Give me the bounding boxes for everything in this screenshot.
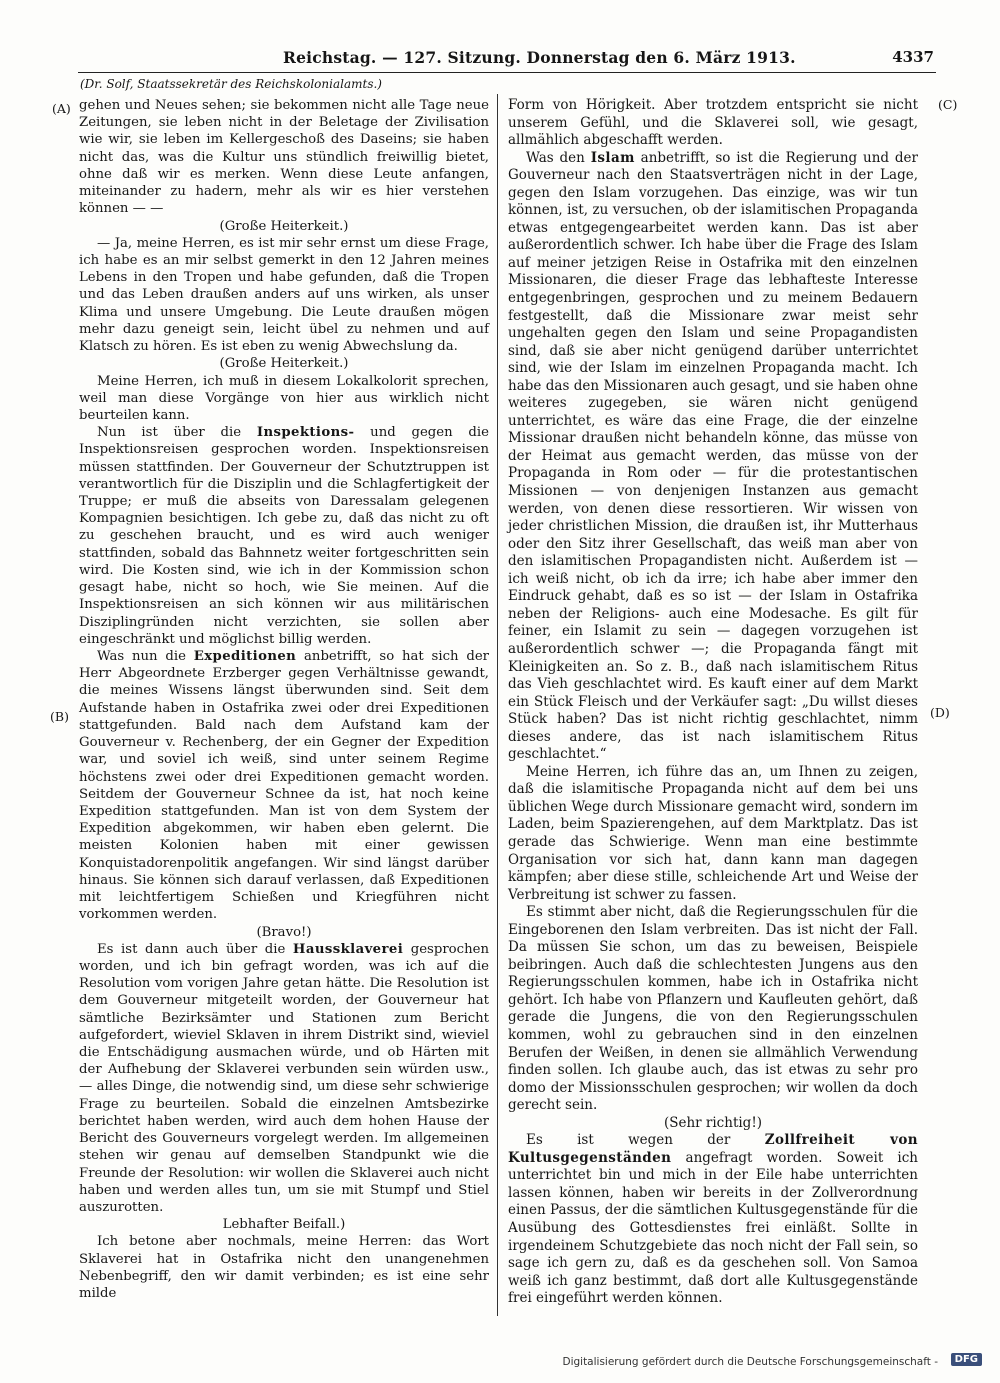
funding-footer: Digitalisierung gefördert durch die Deutsche Forschungsgemeinschaft - (562, 1356, 938, 1368)
reaction: (Bravo!) (256, 924, 312, 940)
text-run: angefragt worden. Soweit ich unterrichtet bin und mich in der Eile habe unterrichten lassen können, haben wir bereits in der Zollverordnung einen Passus, der die sämtlichen Kultusgegenstände für die Ausübung des Gottesdienstes frei einläßt. Sollte in irgendeinem Schutzgebiete das noch nicht der Fall sein, so sage ich gern zu, daß es da geschehen soll. Von Samoa weiß ich ganz bestimmt, daß dort alle Kultusgegenstände frei eingeführt werden können. (508, 1149, 918, 1307)
keyword-islam: Islam (590, 149, 635, 166)
reaction: (Große Heiterkeit.) (219, 356, 349, 372)
text-run: Es ist dann auch über die (97, 941, 293, 957)
paragraph: Form von Hörigkeit. Aber trotzdem entspricht sie nicht unserem Gefühl, und die Sklaverei soll, wie gesagt, allmählich abgeschafft werden. (508, 97, 918, 149)
margin-marker-a: (A) (52, 101, 71, 116)
text-run: Es ist wegen der (526, 1132, 765, 1149)
text-run: anbetrifft, so hat sich der Herr Abgeordnete Erzberger gegen Verhältnisse gewandt, die meines Wissens längst überwunden sind. Seit dem Aufstande haben in Ostafrika zwei oder drei Expeditionen stattgefunden. Bald nach dem Aufstand kam der Gouverneur v. Rechenberg, der ein Gegner der Expedition war, und soviel ich weiß, sind unter seinem Regime höchstens zwei oder drei Expeditionen gemacht worden. Seitdem der Gouverneur Schnee da ist, hat noch keine Expedition stattgefunden. Man ist von dem System der Expedition abgekommen, wir haben eben gelernt. Die meisten Kolonien haben mit einer gewissen Konquistadorenpolitik angefangen. Wir sind längst darüber hinaus. Sie können sich darauf verlassen, daß Expeditionen mit leichtfertigem Schießen und Kriegführen nicht vorkommen werden. (79, 649, 489, 923)
keyword-expeditionen: Expeditionen (193, 649, 297, 664)
running-title: Reichstag. — 127. Sitzung. Donnerstag den 6. März 1913. (283, 48, 796, 67)
text-run: anbetrifft, so ist die Regierung und der Gouverneur nach den Staatsverträgen nicht in der Lage, gegen den Islam vorzugehen. Das einzige, was wir tun können, ist, zu versuchen, ob der islamitischen Propaganda etwas entgegengearbeitet werden kann. Das ist aber außerordentlich schwer. Ich habe über die Frage des Islam auf meiner jetzigen Reise in Ostafrika mit den einzelnen Missionaren, die dieser Frage das lebhafteste Interesse entgegenbringen, gesprochen und zu meinem Bedauern festgestellt, daß die Missionare zwar meist sehr ungehalten gegen den Islam und seine Propagandisten sind, daß sie aber nicht genügend darüber unterrichtet sind, wie der Islam im einzelnen Propaganda macht. Ich habe das den Missionaren auch gesagt, und sie haben ohne weiteres zugegeben, sie wären nicht genügend unterrichtet, es wäre das eine Frage, die der einzelne Missionar draußen nicht behandeln könne, das müsse von der Heimat aus gemacht werden, das müsse von der Propaganda in Rom oder — für die protestantischen Missionen — von denjenigen Instanzen aus gemacht werden, von denen diese ressortieren. Wir wissen von jeder christlichen Mission, die draußen ist, ihr Mutterhaus oder den Sitz ihrer Gesellschaft, das weiß man aber von den islamitischen Propagandisten nicht. Außerdem ist — ich weiß nicht, ob ich da irre; ich habe aber immer den Eindruck gehabt, daß es so ist — der Islam in Ostafrika neben der Religions- auch eine Modesache. Es gilt für feiner, ein Islamit zu sein — dagegen vorzugehen ist außerordentlich schwer —; die Propaganda fängt mit Kleinigkeiten an. So z. B., daß nach islamitischem Ritus das Vieh geschlachtet wird. Es kauft einer auf dem Markt ein Stück Fleisch und der Verkäufer sagt: „Du willst dieses Stück haben? Das ist nicht richtig geschlachtet, nimm dieses andere, das ist nach islamitischem Ritus geschlachtet.“ (508, 149, 919, 763)
paragraph (79, 648, 489, 924)
running-header (78, 48, 934, 74)
header-rule (78, 72, 936, 73)
keyword-inspektions: Inspektions- (256, 425, 355, 441)
paragraph: gehen und Neues sehen; sie bekommen nicht alle Tage neue Zeitungen, sie leben nicht in der Beletage der Zivilisation wie wir, sie leben im Kellergeschoß des Daseins; sie haben nicht das, was die Kultur uns stündlich freiwillig bietet, ohne daß wir es merken. Wenn diese Leute anfangen, miteinander zu hadern, mehr als wir es hier verstehen können — — (79, 98, 489, 217)
text-run: Was nun die (97, 649, 194, 664)
paragraph: Es stimmt aber nicht, daß die Regierungsschulen für die Eingeborenen den Islam verbreiten. Das ist nicht der Fall. Da müssen Sie schon, um das zu beweisen, Beispiele beibringen. Auch daß die schlechtesten Jungens aus den Regierungsschulen kommen, habe ich in Ostafrika nicht gehört. Ich habe von Pflanzern und Kaufleuten gehört, daß gerade die Jungens, die von den Regierungsschulen kommen, wohl zu gebrauchen sind in den einzelnen Berufen der Weißen, in denen sie allmählich Verwendung finden sollen. Ich glaube auch, das ist etwas zu sehr pro domo der Missionsschulen gesprochen; wir wollen da doch gerecht sein. (508, 904, 918, 1114)
reaction: (Große Heiterkeit.) (219, 218, 349, 234)
text-run: und gegen die Inspektionsreisen gesprochen worden. Inspektionsreisen müssen stattfinden. Der Gouverneur der Schutztruppen ist verantwortlich für die Disziplin und die Schlagfertigkeit der Truppe; er muß die abseits von Daressalam gelegenen Kompagnien besichtigen. Ich gebe zu, daß das nicht zu oft zu geschehen braucht, und es wird auch weniger stattfinden, sobald das Bahnnetz weiter fortgeschritten sein wird. Die Kosten sind, wie ich in der Kommission schon gesagt habe, nicht so hoch, wie Sie meinen. Auf die Inspektionsreisen an sich können wir aus militärischen Disziplingründen nicht verzichten, sie sollen aber eingeschränkt und möglichst billig werden. (79, 425, 489, 647)
text-run: Nun ist über die (97, 425, 257, 441)
keyword-zollfreiheit: Zollfreiheit von Kultusgegenständen (508, 1132, 918, 1166)
reaction: Lebhafter Beifall.) (222, 1217, 346, 1233)
dfg-logo: DFG (951, 1353, 982, 1366)
paragraph: Ich betone aber nochmals, meine Herren: das Wort Sklaverei hat in Ostafrika nicht den unangenehmen Nebenbegriff, den wir damit verbinden; es ist eine sehr milde (79, 1234, 489, 1302)
keyword-haussklaverei: Haussklaverei (292, 941, 404, 957)
reaction: (Sehr richtig!) (663, 1114, 763, 1131)
paragraph (508, 1132, 918, 1307)
right-column (508, 97, 918, 1308)
page-number: 4337 (892, 48, 934, 66)
paragraph (79, 941, 489, 1217)
paragraph: Meine Herren, ich muß in diesem Lokalkolorit sprechen, weil man diese Vorgänge von hier aus wirklich nicht beurteilen kann. (79, 373, 489, 423)
left-column (79, 97, 489, 1302)
column-rule (497, 94, 498, 1316)
paragraph: Meine Herren, ich führe das an, um Ihnen zu zeigen, daß die islamitische Propaganda nicht auf dem bei uns üblichen Wege durch Missionare gemacht wird, sondern im Laden, beim Spazierengehen, auf dem Marktplatz. Das ist gerade das Schwierige. Wenn man eine bestimmte Organisation vor sich hat, dann kann man dagegen kämpfen; aber diese stille, schleichende Art und Weise der Verbreitung ist schwer zu fassen. (508, 763, 918, 903)
paragraph (508, 150, 918, 764)
text-run: Was den (526, 149, 591, 166)
margin-marker-b: (B) (50, 709, 69, 724)
speaker-note: (Dr. Solf, Staatssekretär des Reichskolonialamts.) (80, 77, 382, 91)
margin-marker-d: (D) (930, 705, 950, 720)
margin-marker-c: (C) (938, 97, 958, 112)
paragraph: — Ja, meine Herren, es ist mir sehr ernst um diese Frage, ich habe es an mir selbst gemerkt in den 12 Jahren meines Lebens in den Tropen und habe gefunden, daß die Tropen und das Leben draußen anders auf uns wirken, als unser Klima und unsere Umgebung. Die Leute draußen mögen mehr dazu geneigt sein, leicht übel zu nehmen und auf Klatsch zu hören. Es ist eben zu wenig Abwechslung da. (79, 235, 489, 355)
paragraph (79, 424, 489, 648)
text-run: gesprochen worden, und ich bin gefragt worden, was ich auf die Resolution vom vorigen Jahre getan hätte. Die Resolution ist dem Gouverneur mitgeteilt worden, der Gouverneur hat sämtliche Bezirksämter und Stationen zum Bericht aufgefordert, wieviel Sklaven in ihrem Distrikt sind, wieviel die Entschädigung ausmachen würde, und ob Härten mit der Aufhebung der Sklaverei verbunden sein würden usw., — alles Dinge, die notwendig sind, um diese sehr schwierige Frage zu beurteilen. Sobald die einzelnen Amtsbezirke berichtet haben werden, wird auch dem hohen Hause der Bericht des Gouverneurs vorgelegt werden. Im allgemeinen stehen wir genau auf demselben Standpunkt wie die Freunde der Resolution: wir wollen die Sklaverei auch nicht haben und werden alles tun, um sie mit Stumpf und Stiel auszurotten. (79, 941, 489, 1215)
